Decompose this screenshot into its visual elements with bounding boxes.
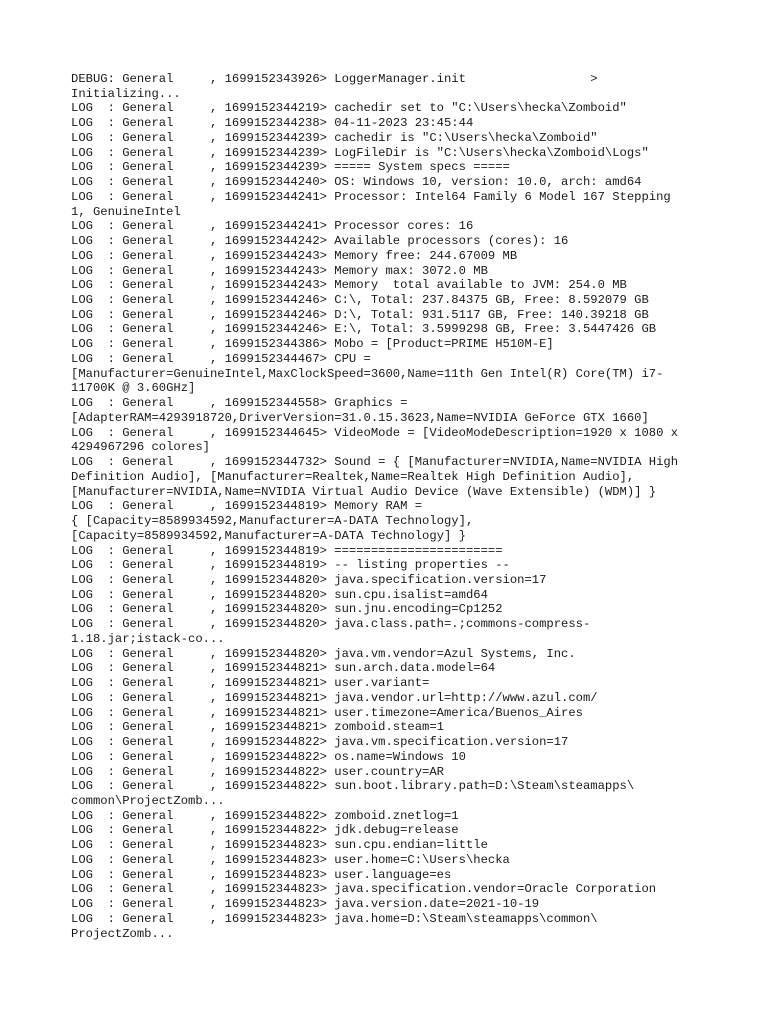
log-line: LOG : General , 1699152344239> cachedir is "C:\Users\hecka\Zomboid"	[71, 130, 598, 145]
log-line: LOG : General , 1699152344823> java.specification.vendor=Oracle Corporation	[71, 882, 657, 897]
log-line: LOG : General , 1699152344823> java.version.date=2021-10-19	[71, 897, 540, 912]
log-document	[71, 72, 701, 941]
log-line: LOG : General , 1699152344246> E:\, Total: 3.5999298 GB, Free: 3.5447426 GB	[71, 322, 657, 337]
log-line: 11700K @ 3.60GHz]	[71, 381, 196, 396]
log-line: LOG : General , 1699152344239> LogFileDir is "C:\Users\hecka\Zomboid\Logs"	[71, 145, 649, 160]
log-line: LOG : General , 1699152344219> cachedir set to "C:\Users\hecka\Zomboid"	[71, 101, 627, 116]
log-line: [AdapterRAM=4293918720,DriverVersion=31.0.15.3623,Name=NVIDIA GeForce GTX 1660]	[71, 410, 649, 425]
log-line: [Capacity=8589934592,Manufacturer=A-DATA Technology] }	[71, 528, 466, 543]
log-line: LOG : General , 1699152344823> java.home=D:\Steam\steamapps\common\	[71, 911, 598, 926]
log-line: LOG : General , 1699152344820> java.vm.vendor=Azul Systems, Inc.	[71, 646, 576, 661]
log-line: LOG : General , 1699152344822> jdk.debug=release	[71, 823, 459, 838]
log-line: LOG : General , 1699152344821> zomboid.steam=1	[71, 720, 444, 735]
log-line: LOG : General , 1699152344645> VideoMode = [VideoModeDescription=1920 x 1080 x	[71, 425, 679, 440]
log-line: LOG : General , 1699152344823> user.language=es	[71, 867, 452, 882]
log-line: LOG : General , 1699152344822> java.vm.specification.version=17	[71, 735, 569, 750]
log-line: LOG : General , 1699152344241> Processor: Intel64 Family 6 Model 167 Stepping	[71, 189, 671, 204]
log-line: LOG : General , 1699152344246> C:\, Total: 237.84375 GB, Free: 8.592079 GB	[71, 293, 649, 308]
log-line: LOG : General , 1699152344732> Sound = { [Manufacturer=NVIDIA,Name=NVIDIA High	[71, 455, 679, 470]
log-line: DEBUG: General , 1699152343926> LoggerManager.init >	[71, 72, 598, 86]
log-line: Definition Audio], [Manufacturer=Realtek,Name=Realtek High Definition Audio],	[71, 469, 635, 484]
log-line: LOG : General , 1699152344822> os.name=Windows 10	[71, 749, 466, 764]
log-line: ProjectZomb...	[71, 926, 174, 941]
log-line: LOG : General , 1699152344819> Memory RAM =	[71, 499, 423, 514]
log-line: LOG : General , 1699152344822> sun.boot.library.path=D:\Steam\steamapps\	[71, 779, 635, 794]
log-line: LOG : General , 1699152344820> java.class.path=.;commons-compress-	[71, 617, 591, 632]
log-line: LOG : General , 1699152344819> -- listing properties --	[71, 558, 510, 573]
log-line: common\ProjectZomb...	[71, 793, 225, 808]
log-line: [Manufacturer=GenuineIntel,MaxClockSpeed=3600,Name=11th Gen Intel(R) Core(TM) i7-	[71, 366, 664, 381]
log-line: LOG : General , 1699152344821> java.vendor.url=http://www.azul.com/	[71, 690, 598, 705]
log-line: LOG : General , 1699152344243> Memory max: 3072.0 MB	[71, 263, 488, 278]
log-line: Initializing...	[71, 86, 181, 101]
log-line: LOG : General , 1699152344241> Processor cores: 16	[71, 219, 474, 234]
log-line: 1, GenuineIntel	[71, 204, 181, 219]
log-line: LOG : General , 1699152344558> Graphics =	[71, 396, 408, 411]
log-line: LOG : General , 1699152344823> sun.cpu.endian=little	[71, 838, 488, 853]
log-line: LOG : General , 1699152344819> =======================	[71, 543, 503, 558]
log-line: LOG : General , 1699152344820> sun.jnu.encoding=Cp1252	[71, 602, 503, 617]
log-line: LOG : General , 1699152344820> java.specification.version=17	[71, 572, 547, 587]
log-line: LOG : General , 1699152344822> user.country=AR	[71, 764, 444, 779]
log-line: LOG : General , 1699152344822> zomboid.znetlog=1	[71, 808, 459, 823]
log-line: LOG : General , 1699152344821> user.variant=	[71, 676, 430, 691]
log-line: LOG : General , 1699152344239> ===== System specs =====	[71, 160, 510, 175]
log-line: LOG : General , 1699152344243> Memory total available to JVM: 254.0 MB	[71, 278, 627, 293]
log-line: LOG : General , 1699152344821> user.timezone=America/Buenos_Aires	[71, 705, 583, 720]
log-line: LOG : General , 1699152344467> CPU =	[71, 351, 371, 366]
log-line: LOG : General , 1699152344386> Mobo = [Product=PRIME H510M-E]	[71, 337, 554, 352]
log-line: [Manufacturer=NVIDIA,Name=NVIDIA Virtual Audio Device (Wave Extensible) (WDM)] }	[71, 484, 657, 499]
log-line: LOG : General , 1699152344238> 04-11-2023 23:45:44	[71, 116, 474, 131]
log-line: 4294967296 colores]	[71, 440, 210, 455]
log-line: LOG : General , 1699152344823> user.home=C:\Users\hecka	[71, 852, 510, 867]
log-line: LOG : General , 1699152344821> sun.arch.data.model=64	[71, 661, 496, 676]
log-line: { [Capacity=8589934592,Manufacturer=A-DATA Technology],	[71, 514, 474, 529]
log-line: 1.18.jar;istack-co...	[71, 631, 225, 646]
log-line: LOG : General , 1699152344820> sun.cpu.isalist=amd64	[71, 587, 488, 602]
log-line: LOG : General , 1699152344246> D:\, Total: 931.5117 GB, Free: 140.39218 GB	[71, 307, 649, 322]
log-line: LOG : General , 1699152344243> Memory free: 244.67009 MB	[71, 248, 518, 263]
log-line: LOG : General , 1699152344242> Available processors (cores): 16	[71, 234, 569, 249]
log-line: LOG : General , 1699152344240> OS: Windows 10, version: 10.0, arch: amd64	[71, 175, 642, 190]
